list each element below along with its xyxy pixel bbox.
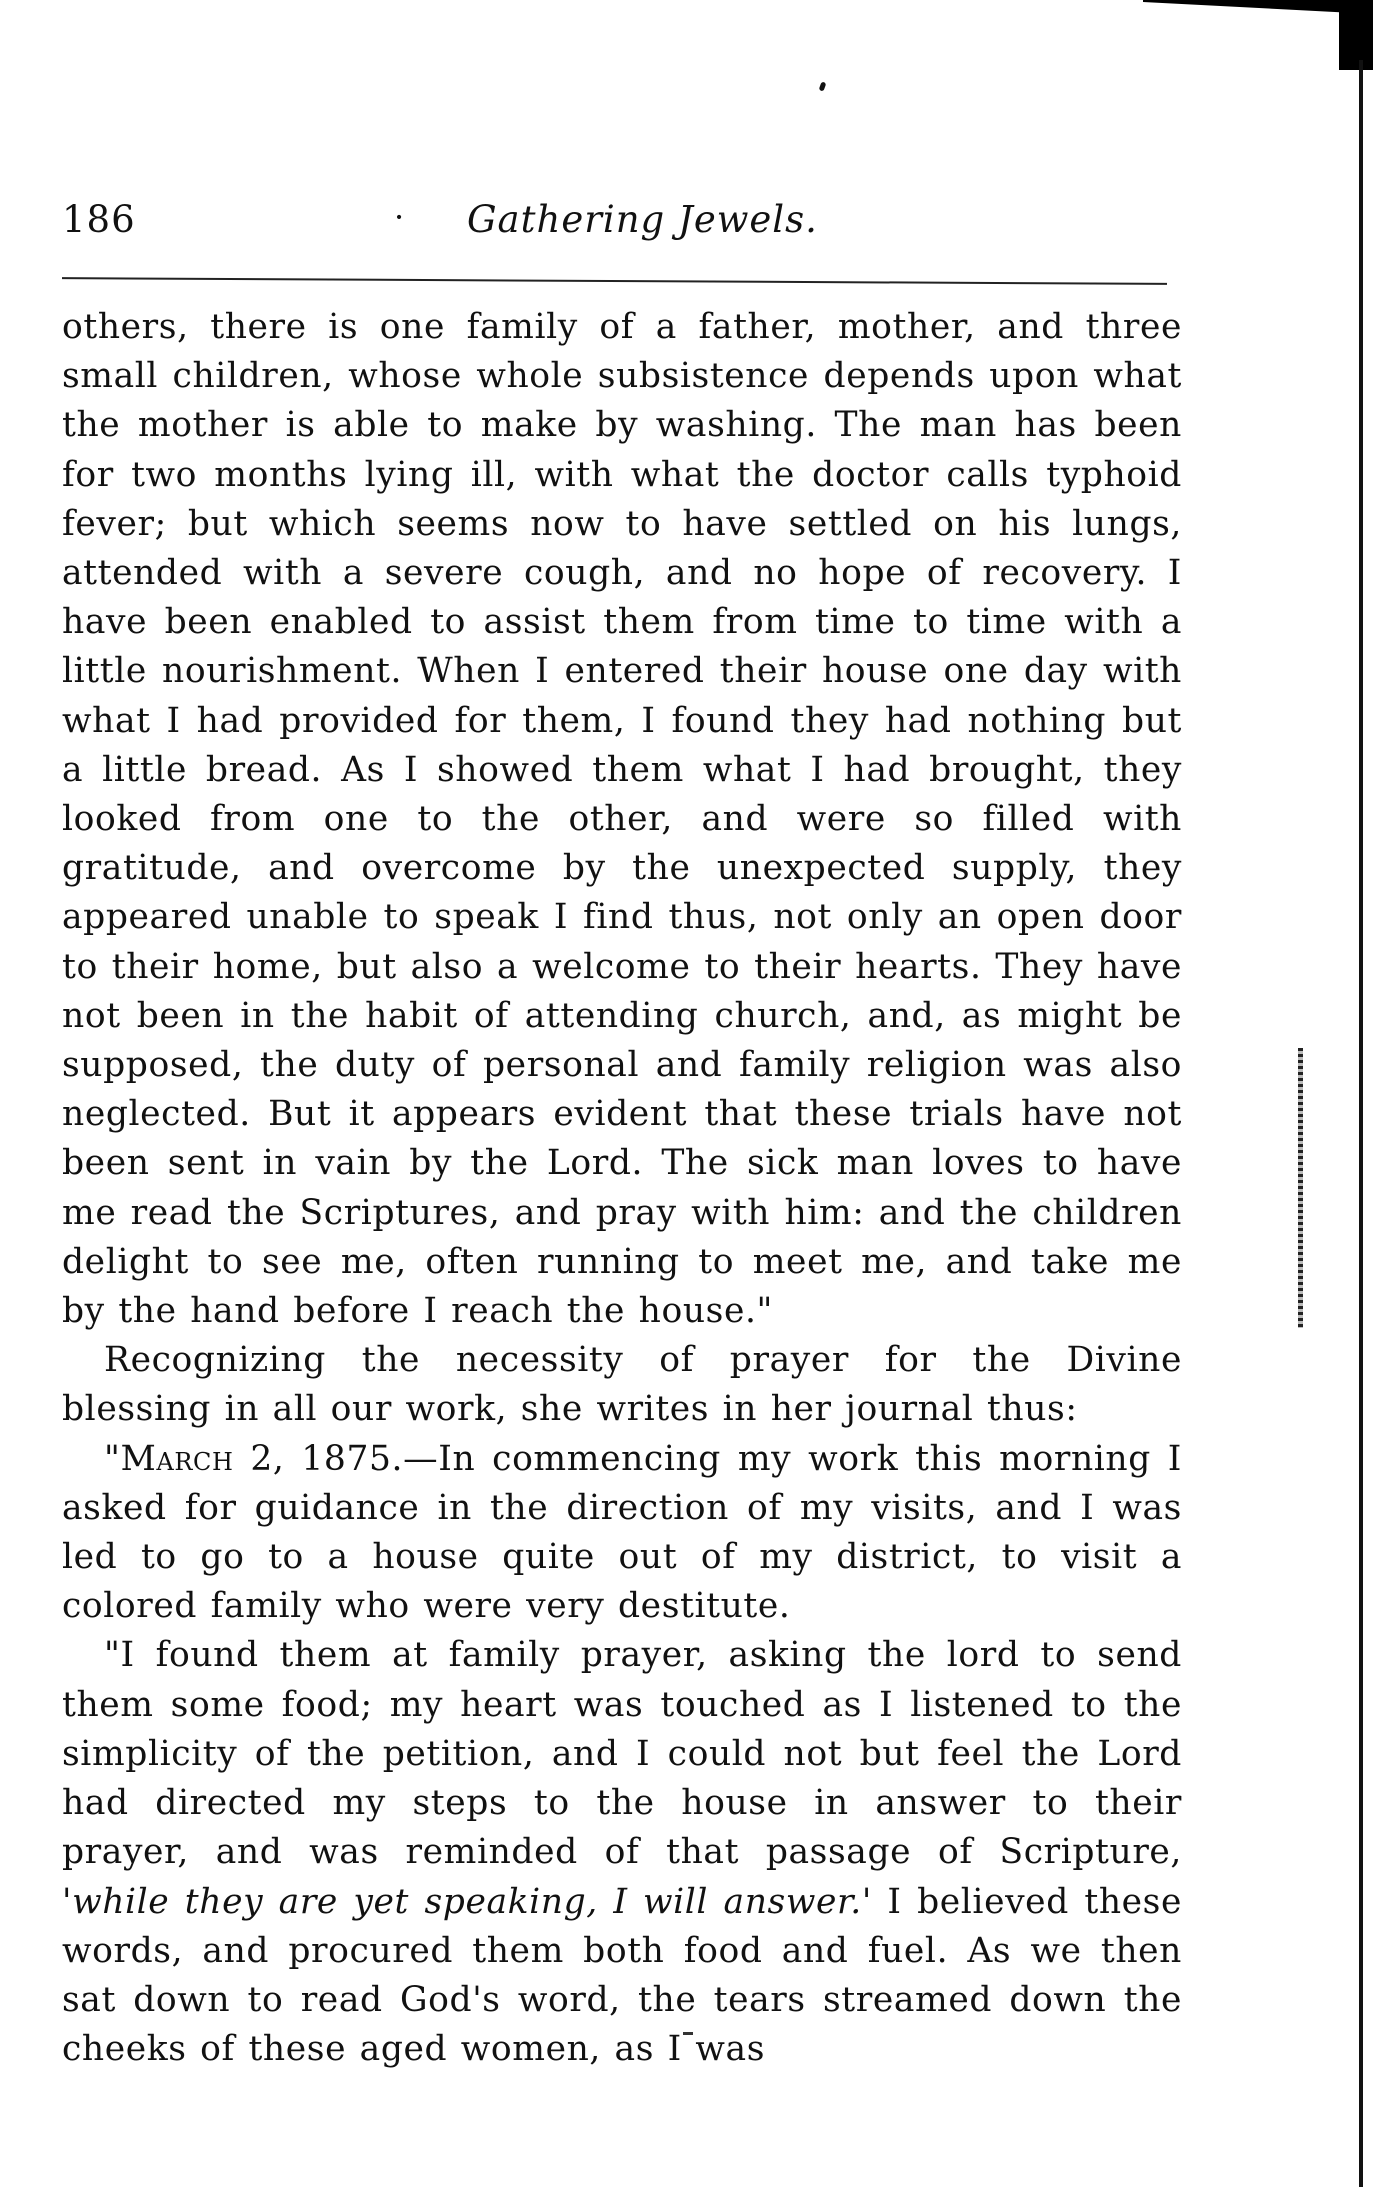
header-rule [62, 277, 1167, 285]
paragraph-3 [62, 1435, 1182, 1632]
open-quote: " [104, 1438, 121, 1479]
journal-date: March 2, 1875. [120, 1438, 404, 1479]
ink-speck [819, 81, 827, 91]
body-text [62, 303, 1182, 2074]
header-dot: · [394, 198, 405, 236]
page-corner-shadow [1339, 0, 1373, 70]
paragraph-1: others, there is one family of a father, mother, and three small children, whose whole subsistence depends upon what the mother is able to make by washing. The man has been for two months lying ill, with what the doctor calls typhoid fever; but which seems now to have settled on his lungs, attended with a severe cough, and no hope of recovery. I have been enabled to assist them from time to time with a little nourishment. When I entered their house one day with what I had provided for them, I found they had nothing but a little bread. As I showed them what I had brought, they looked from one to the other, and were so filled with gratitude, and overcome by the unexpected supply, they appeared unable to speak I find thus, not only an open door to their home, but also a welcome to their hearts. They have not been in the habit of attending church, and, as might be supposed, the duty of personal and family religion was also neglected. But it appears evident that these trials have not been sent in vain by the Lord. The sick man loves to have me read the Scriptures, and pray with him: and the children delight to see me, often running to meet me, and take me by the hand before I reach the house." [62, 307, 1182, 1332]
running-header [62, 198, 1182, 258]
page-right-edge [1359, 60, 1363, 2187]
scripture-quote: 'while they are yet speaking, I will answer.' [62, 1881, 872, 1922]
paragraph-4 [62, 1631, 1182, 2074]
paragraph-4-text-before: "I found them at family prayer, asking the lord to send them some food; my heart was touched as I listened to the simplicity of the petition, and I could not but feel the Lord had directed my steps to the house in answer to their prayer, and was reminded of that passage of Scripture, [62, 1635, 1182, 1873]
page-number: 186 [62, 198, 136, 241]
running-title: Gathering Jewels. [467, 198, 818, 241]
margin-mark [1298, 1048, 1303, 1328]
paragraph-4-text-after: I believed these words, and procured them both food and fuel. As we then sat down to read God's word, the tears streamed down the cheeks of these aged women, as I was [62, 1881, 1182, 2070]
paragraph-2: Recognizing the necessity of prayer for the Divine blessing in all our work, she writes in her journal thus: [62, 1340, 1182, 1430]
paragraph-3-text: —In commencing my work this morning I asked for guidance in the direction of my visits, and I was led to go to a house quite out of my district, to visit a colored family who were very destitute. [62, 1438, 1182, 1627]
